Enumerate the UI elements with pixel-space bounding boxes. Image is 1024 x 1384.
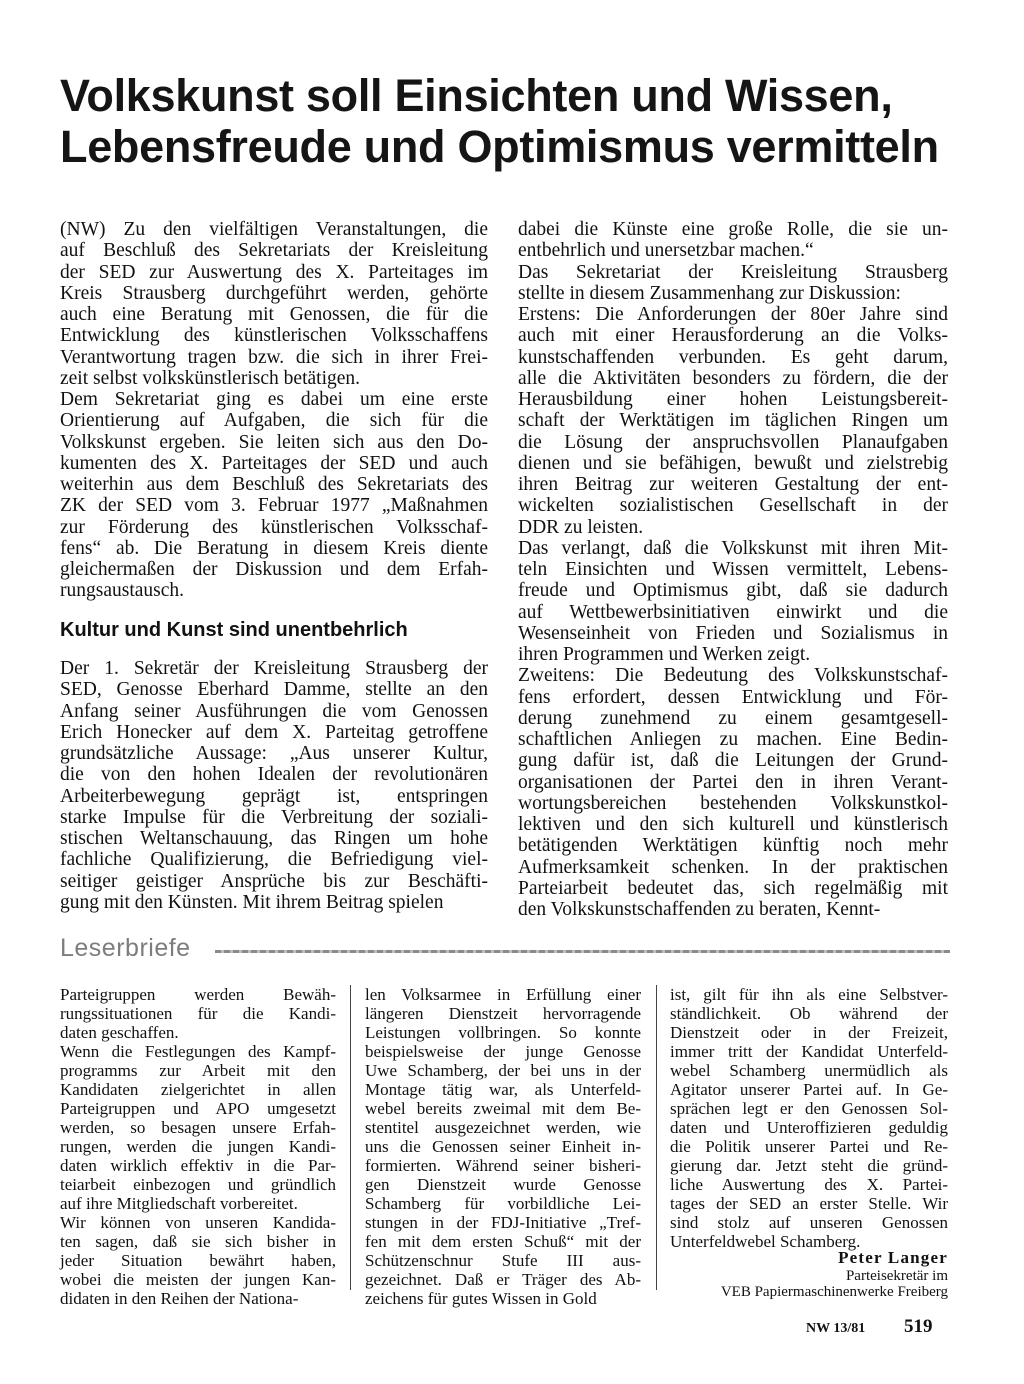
text-line: SED, Genosse Eberhard Damme, stellte an den — [60, 679, 488, 701]
text-line: Montage tätig war, als Unterfeld- — [365, 1080, 641, 1099]
text-line: Orientierung auf Aufgaben, die sich für die — [60, 410, 488, 432]
text-line: längeren Dienstzeit hervorragende — [365, 1004, 641, 1023]
text-line: Herausbildung einer hohen Leistungsbereit- — [518, 389, 948, 410]
text-line: kunstschaffenden verbunden. Es geht darum, — [518, 346, 948, 368]
text-line: Wenn die Festlegungen des Kampf- — [60, 1042, 336, 1061]
text-line: DDR zu leisten. — [518, 516, 644, 538]
text-line: ist, gilt für ihn als eine Selbstver- — [670, 985, 948, 1004]
letter-signature-name: Peter Langer — [838, 1248, 948, 1267]
text-line: die von den hohen Idealen der revolutionären — [60, 764, 488, 786]
text-line: sprächen legt er den Genossen Sol- — [670, 1099, 948, 1118]
text-line: gierung dar. Jetzt steht die gründ- — [670, 1156, 948, 1175]
text-line: kumenten des X. Parteitages der SED und auch — [60, 452, 488, 474]
text-line: Anfang seiner Ausführungen die vom Genossen — [60, 700, 488, 722]
column-divider — [656, 985, 657, 1290]
text-line: webel bereits zweimal mit dem Be- — [365, 1099, 641, 1118]
text-line: jeder Situation bewährt haben, — [60, 1251, 336, 1270]
text-line: Wesenseinheit von Frieden und Sozialismus in — [518, 622, 948, 644]
column-divider — [350, 985, 351, 1290]
letters-column-3 — [670, 985, 948, 1251]
text-line: Wir können von unseren Kandida- — [60, 1213, 336, 1232]
letters-rubric-bar — [60, 933, 950, 963]
text-line: Parteigruppen werden Bewäh- — [60, 985, 336, 1004]
text-line: lektiven und den sich kulturell und künstlerisch — [518, 814, 948, 835]
article-headline — [60, 70, 980, 172]
text-line: werden, so besagen unsere Erfah- — [60, 1118, 336, 1137]
text-line: auch eine Beratung mit Genossen, die für die — [60, 304, 488, 325]
text-line: teln Einsichten und Wissen vermittelt, Lebens- — [518, 559, 948, 580]
letter-signature-role: Parteisekretär im — [845, 1268, 948, 1284]
text-line: fens“ ab. Die Beratung in diesem Kreis diente — [60, 537, 488, 559]
text-line: gung dafür ist, daß die Leitungen der Grund- — [518, 750, 948, 772]
text-line: Parteigruppen und APO umgesetzt — [60, 1099, 336, 1118]
page-number: 519 — [904, 1316, 933, 1337]
text-line: die Politik unserer Partei und Re- — [670, 1137, 948, 1156]
text-line: didaten in den Reihen der Nationa- — [60, 1289, 299, 1308]
text-line: gen Dienstzeit wurde Genosse — [365, 1175, 641, 1194]
text-line: Unterfeldwebel Schamberg. — [670, 1232, 861, 1251]
text-line: gezeichnet. Daß er Träger des Ab- — [365, 1270, 641, 1289]
text-line: sind stolz auf unseren Genossen — [670, 1213, 948, 1232]
text-line: gleichermaßen der Diskussion und dem Erfah- — [60, 559, 488, 580]
text-line: daten und Unteroffizieren geduldig — [670, 1118, 948, 1137]
text-line: stellte in diesem Zusammenhang zur Diskussion: — [518, 282, 901, 304]
text-line: immer tritt der Kandidat Unterfeld- — [670, 1042, 948, 1061]
text-line: rungssituationen für die Kandi- — [60, 1004, 336, 1023]
letter-signature-organization: VEB Papiermaschinenwerke Freiberg — [720, 1284, 948, 1300]
text-line: auf Beschluß des Sekretariats der Kreisleitung — [60, 240, 488, 262]
text-line: Leistungen vollbringen. So konnte — [365, 1023, 641, 1042]
text-line: Zweitens: Die Bedeutung des Volkskunstschaf- — [518, 665, 948, 687]
article-subheading: Kultur und Kunst sind unentbehrlich — [60, 619, 408, 641]
text-line: Verantwortung tragen bzw. die sich in ihrer Frei- — [60, 346, 488, 368]
text-line: schaft der Werktätigen im täglichen Ringen um — [518, 410, 948, 432]
text-line: zeichens für gutes Wissen in Gold — [365, 1289, 597, 1308]
text-line: Agitator unserer Partei auf. In Ge- — [670, 1080, 948, 1099]
text-line: auf ihre Mitgliedschaft vorbereitet. — [60, 1194, 298, 1213]
text-line: Aufmerksamkeit schenken. In der praktischen — [518, 856, 948, 878]
text-line: formierten. Während seiner bisheri- — [365, 1156, 641, 1175]
text-line: rungen, werden die jungen Kandi- — [60, 1137, 336, 1156]
text-line: Parteiarbeit bedeutet das, sich regelmäßig mit — [518, 877, 948, 899]
text-line: zur Förderung des künstlerischen Volksschaf- — [60, 516, 488, 538]
text-line: Erstens: Die Anforderungen der 80er Jahre sind — [518, 304, 948, 325]
text-line: der SED zur Auswertung des X. Parteitages im — [60, 261, 488, 283]
text-line: die Lösung der anspruchsvollen Planaufgaben — [518, 431, 948, 453]
text-line: weiterhin aus dem Beschluß des Sekretariats des — [60, 474, 488, 495]
text-line: Der 1. Sekretär der Kreisleitung Strausberg der — [60, 658, 488, 679]
text-line: rungsaustausch. — [60, 580, 185, 602]
text-line: Das verlangt, daß die Volkskunst mit ihren Mit- — [518, 537, 948, 559]
text-line: zeit selbst volkskünstlerisch betätigen. — [60, 367, 361, 389]
text-line: ihren Beitrag zur weiteren Gestaltung der ent- — [518, 474, 948, 495]
text-line: teiarbeit einbezogen und gründlich — [60, 1175, 336, 1194]
text-line: starke Impulse für die Verbreitung der soziali- — [60, 806, 488, 828]
text-line: seitiger geistiger Ansprüche bis zur Beschäfti- — [60, 870, 488, 892]
text-line: den Volkskunstschaffenden zu beraten, Kennt- — [518, 899, 881, 920]
text-line: (NW) Zu den vielfältigen Veranstaltungen, die — [60, 219, 488, 240]
text-line: daten wirklich effektiv in die Par- — [60, 1156, 336, 1175]
text-line: Schamberg für vorbildliche Lei- — [365, 1194, 641, 1213]
headline-line: Volkskunst soll Einsichten und Wissen, — [60, 70, 893, 121]
text-line: freude und Optimismus gibt, daß sie dadurch — [518, 580, 948, 602]
text-line: organisationen der Partei den in ihren Verant- — [518, 771, 948, 793]
text-line: Arbeiterbewegung geprägt ist, entspringen — [60, 785, 488, 807]
text-line: webel Schamberg unermüdlich als — [670, 1061, 948, 1080]
text-line: ZK der SED vom 3. Februar 1977 „Maßnahmen — [60, 495, 488, 517]
article-column-2 — [518, 219, 948, 920]
text-line: Dem Sekretariat ging es dabei um eine erste — [60, 389, 488, 410]
text-line: Erich Honecker auf dem X. Parteitag getroffene — [60, 721, 488, 743]
text-line: stischen Weltanschauung, das Ringen um hohe — [60, 828, 488, 849]
text-line: Kandidaten zielgerichtet in allen — [60, 1080, 336, 1099]
article-column-1-bottom — [60, 658, 488, 913]
text-line: ihren Programmen und Werken zeigt. — [518, 644, 811, 665]
text-line: fen mit dem ersten Schuß“ mit der — [365, 1232, 641, 1251]
text-line: wickelten sozialistischen Gesellschaft in der — [518, 495, 948, 517]
text-line: programms zur Arbeit mit den — [60, 1061, 336, 1080]
issue-number: NW 13/81 — [806, 1321, 866, 1336]
letters-column-1 — [60, 985, 336, 1308]
text-line: tages der SED an erster Stelle. Wir — [670, 1194, 948, 1213]
text-line: ständlichkeit. Ob während der — [670, 1004, 948, 1023]
text-line: len Volksarmee in Erfüllung einer — [365, 985, 641, 1004]
text-line: schaftlichen Anliegen zu machen. Eine Bedin- — [518, 729, 948, 750]
text-line: Das Sekretariat der Kreisleitung Strausberg — [518, 261, 948, 283]
letters-column-2 — [365, 985, 641, 1308]
article-column-1-top — [60, 219, 488, 602]
text-line: betätigenden Werktätigen künftig noch mehr — [518, 835, 948, 857]
rubric-rule — [215, 950, 950, 953]
text-line: beispielsweise der junge Genosse — [365, 1042, 641, 1061]
text-line: gung mit den Künsten. Mit ihrem Beitrag spielen — [60, 891, 444, 913]
text-line: Schützenschnur Stufe III aus- — [365, 1251, 641, 1270]
text-line: alle die Aktivitäten besonders zu fördern, die der — [518, 367, 948, 389]
text-line: auf Wettbewerbsinitiativen einwirkt und die — [518, 601, 948, 623]
text-line: dienen und sie befähigen, bewußt und zielstrebig — [518, 452, 948, 474]
text-line: fachliche Qualifizierung, die Befriedigung viel- — [60, 849, 488, 871]
headline-line: Lebensfreude und Optimismus vermitteln — [60, 121, 939, 172]
text-line: entbehrlich und unersetzbar machen.“ — [518, 240, 814, 262]
text-line: wortungsbereichen bestehenden Volkskunstkol- — [518, 792, 948, 814]
text-line: uns die Genossen seiner Einheit in- — [365, 1137, 641, 1156]
text-line: ten sagen, daß sie sich bisher in — [60, 1232, 336, 1251]
letters-rubric-label: Leserbriefe — [60, 934, 191, 962]
text-line: fens erfordert, dessen Entwicklung und För- — [518, 686, 948, 708]
text-line: Kreis Strausberg durchgeführt werden, gehörte — [60, 282, 488, 304]
text-line: Uwe Schamberg, der bei uns in der — [365, 1061, 641, 1080]
text-line: stungen in der FDJ-Initiative „Tref- — [365, 1213, 641, 1232]
text-line: grundsätzliche Aussage: „Aus unserer Kultur, — [60, 743, 488, 764]
text-line: stentitel ausgezeichnet werden, wie — [365, 1118, 641, 1137]
text-line: Dienstzeit oder in der Freizeit, — [670, 1023, 948, 1042]
text-line: daten geschaffen. — [60, 1023, 179, 1042]
text-line: dabei die Künste eine große Rolle, die sie un- — [518, 219, 948, 240]
text-line: auch mit einer Herausforderung an die Volks- — [518, 325, 948, 347]
text-line: liche Auswertung des X. Partei- — [670, 1175, 948, 1194]
text-line: Volkskunst ergeben. Sie leiten sich aus den Do- — [60, 431, 488, 453]
text-line: wobei die meisten der jungen Kan- — [60, 1270, 336, 1289]
text-line: derung zunehmend zu einem gesamtgesell- — [518, 707, 948, 729]
text-line: Entwicklung des künstlerischen Volksschaffens — [60, 325, 488, 347]
